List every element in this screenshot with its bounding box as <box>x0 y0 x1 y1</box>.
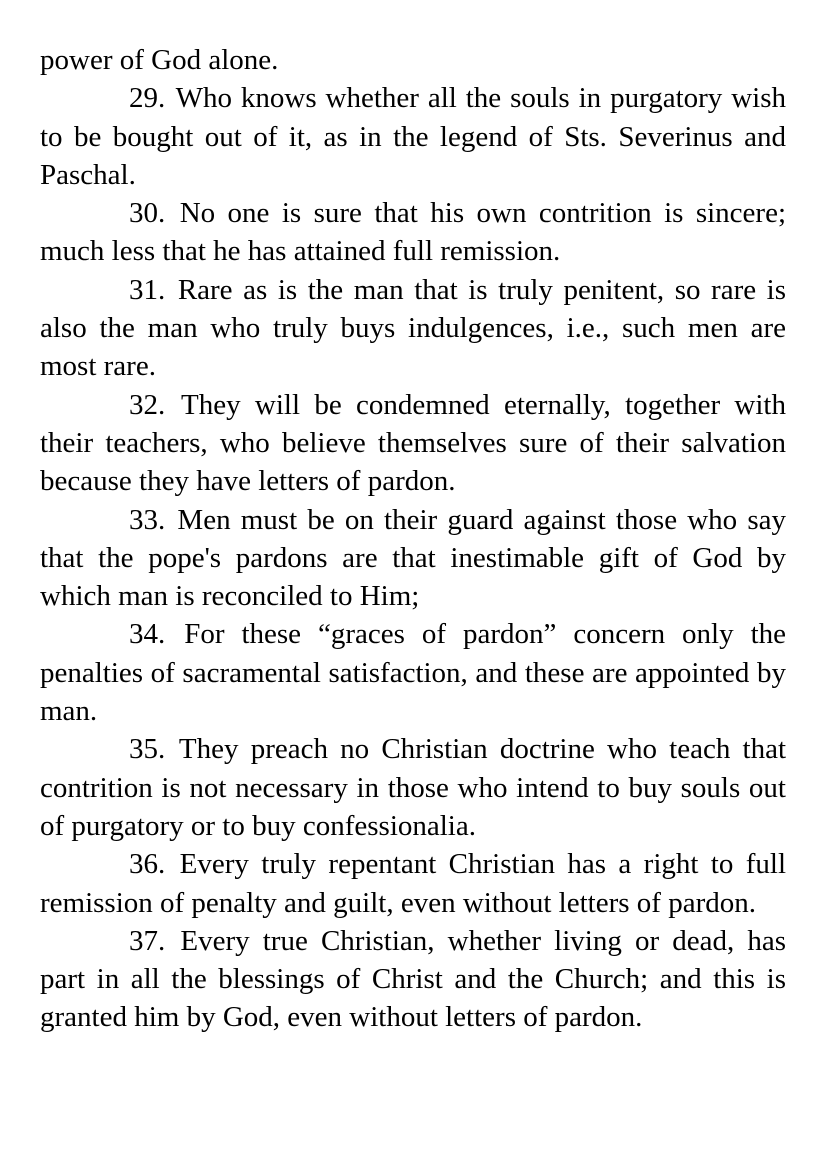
thesis-34 <box>40 615 786 730</box>
thesis-number: 32. <box>129 388 166 421</box>
thesis-number: 31. <box>129 273 166 306</box>
thesis-text: Every truly repentant Christian has a right to full remission of penalty and guilt, even without letters of pardon. <box>40 848 787 919</box>
thesis-text: They will be condemned eternally, together with their teachers, who believe themselves sure of their salvation because they have letters of pardon. <box>40 388 786 498</box>
continued-paragraph: power of God alone. <box>40 44 279 76</box>
thesis-text: Rare as is the man that is truly penitent, so rare is also the man who truly buys indulgences, i.e., such men are most rare. <box>40 273 786 383</box>
thesis-37 <box>40 922 786 1037</box>
thesis-text: No one is sure that his own contrition is sincere; much less that he has attained full remission. <box>40 197 787 268</box>
thesis-33 <box>40 501 786 616</box>
thesis-text: Men must be on their guard against those who say that the pope's pardons are that inestimable gift of God by which man is reconciled to Him; <box>40 503 786 613</box>
thesis-number: 30. <box>129 197 166 230</box>
thesis-29 <box>40 79 786 194</box>
thesis-text: Who knows whether all the souls in purgatory wish to be bought out of it, as in the legend of Sts. Severinus and Paschal. <box>40 82 786 191</box>
thesis-text: For these “graces of pardon” concern only the penalties of sacramental satisfaction, and these are appointed by man. <box>40 618 786 728</box>
thesis-number: 36. <box>129 848 166 881</box>
thesis-number: 29. <box>129 82 166 115</box>
thesis-32 <box>40 386 786 501</box>
thesis-30 <box>40 194 786 271</box>
document-page <box>40 41 786 1037</box>
thesis-31 <box>40 271 786 386</box>
thesis-36 <box>40 845 786 922</box>
thesis-number: 37. <box>129 924 166 957</box>
thesis-number: 33. <box>129 503 166 536</box>
thesis-number: 34. <box>129 618 166 651</box>
thesis-text: They preach no Christian doctrine who teach that contrition is not necessary in those who intend to buy souls out of purgatory or to buy confessionalia. <box>40 733 786 842</box>
thesis-text: Every true Christian, whether living or dead, has part in all the blessings of Christ and the Church; and this is granted him by God, even without letters of pardon. <box>40 924 786 1034</box>
thesis-35 <box>40 730 786 845</box>
thesis-number: 35. <box>129 733 166 766</box>
